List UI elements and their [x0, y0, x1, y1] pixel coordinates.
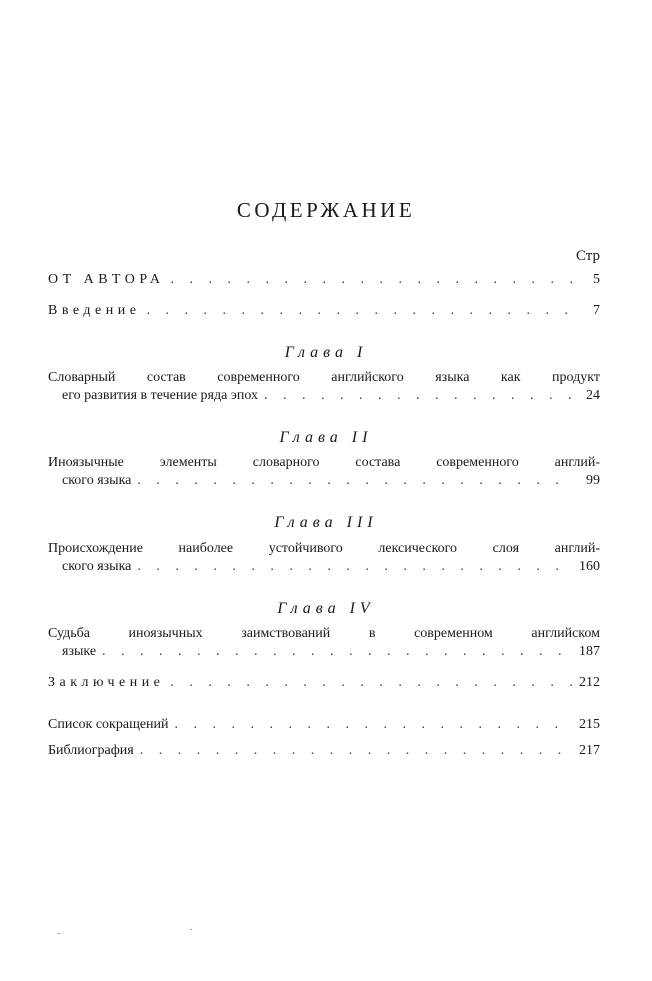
chapter-heading-1: Глава I: [284, 344, 368, 361]
toc-entry-bibliography[interactable]: [48, 742, 600, 759]
leader-dots: [171, 271, 574, 288]
leader-dots: [137, 472, 574, 489]
toc-entry-chapter-3[interactable]: [48, 541, 600, 575]
toc-page-number: 24: [586, 388, 600, 403]
page-column-label: Стр: [575, 248, 600, 264]
leader-dots: [140, 742, 573, 759]
toc-page-number: 212: [579, 675, 600, 690]
toc-page-number: 5: [593, 272, 600, 287]
leader-dots: [170, 674, 573, 691]
toc-entry-conclusion[interactable]: [48, 674, 600, 691]
toc-entry-label: Библиография: [48, 743, 134, 758]
toc-entry-line-2: его развития в течение ряда эпох: [62, 388, 258, 403]
toc-entry-label: ОТ АВТОРА: [48, 272, 165, 287]
toc-entry-line-1: Словарный состав современного английского языка как продукт: [48, 370, 600, 385]
leader-dots: [146, 302, 574, 319]
leader-dots: [102, 643, 573, 660]
toc-entry-line-1: Происхождение наиболее устойчивого лексического слоя англий-: [48, 541, 600, 556]
toc-page-number: 217: [579, 743, 600, 758]
scan-speck: [58, 933, 60, 934]
toc-entry-introduction[interactable]: [48, 302, 600, 319]
leader-dots: [264, 387, 574, 404]
toc-entry-chapter-1[interactable]: [48, 370, 600, 404]
toc-page-number: 7: [593, 303, 600, 318]
toc-entry-label: Список сокращений: [48, 717, 169, 732]
toc-entry-chapter-4[interactable]: [48, 626, 600, 660]
chapter-heading-2: Глава II: [279, 429, 373, 446]
toc-entry-label: Заключение: [48, 675, 165, 690]
toc-page-number: 99: [586, 473, 600, 488]
chapter-heading-3: Глава III: [274, 514, 378, 531]
scan-speck: [190, 929, 192, 930]
leader-dots: [175, 716, 573, 733]
toc-entry-chapter-2[interactable]: [48, 455, 600, 489]
toc-entry-line-2: ского языка: [62, 473, 132, 488]
chapter-heading-4: Глава IV: [277, 600, 375, 617]
toc-entry-from-author[interactable]: [48, 271, 600, 288]
toc-entry-abbreviations[interactable]: [48, 716, 600, 733]
page-title: СОДЕРЖАНИЕ: [236, 198, 416, 222]
toc-entry-line-2: языке: [62, 644, 97, 659]
toc-entry-line-1: Иноязычные элементы словарного состава современного англий-: [48, 455, 600, 470]
toc-entry-line-2: ского языка: [62, 559, 132, 574]
toc-page-number: 187: [579, 644, 600, 659]
leader-dots: [137, 558, 573, 575]
toc-entry-line-1: Судьба иноязычных заимствований в современном английском: [48, 626, 600, 641]
toc-entry-label: Введение: [48, 303, 141, 318]
toc-page-number: 160: [579, 559, 600, 574]
toc-page-number: 215: [579, 717, 600, 732]
